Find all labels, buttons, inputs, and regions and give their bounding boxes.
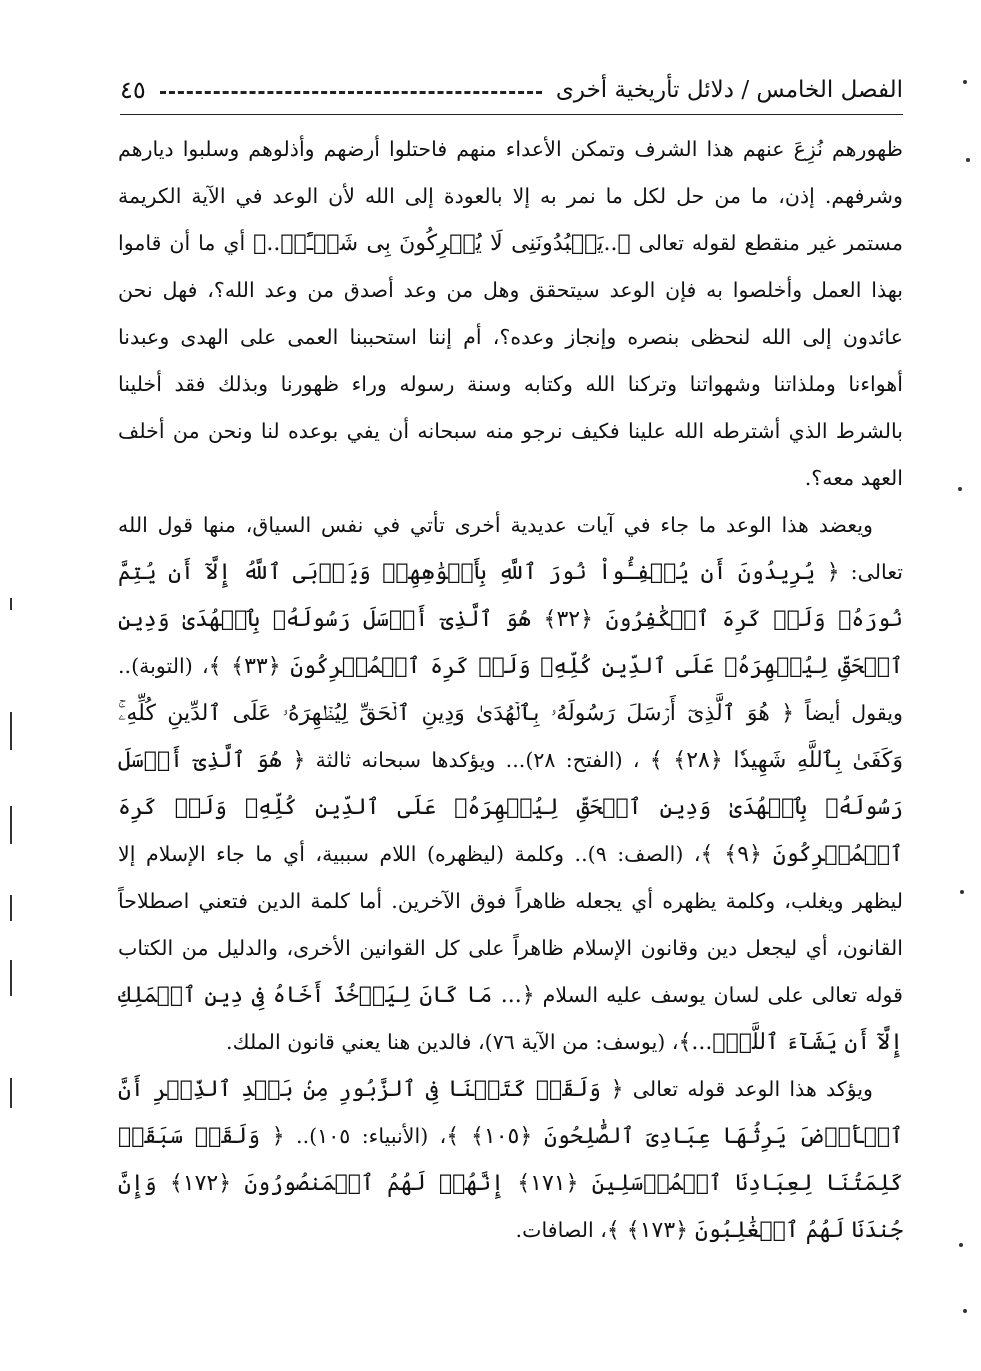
scan-edge-mark <box>10 1078 12 1108</box>
quran-verse: ﴿ يُرِيدُونَ أَن يُطۡفِـُٔواْ نُورَ ٱللَّهِ بِأَفۡوَٰهِهِمۡ وَيَأۡبَى ٱللَّهُ إِلَّآ أَن يُتِمَّ نُورَهُۥ وَلَوۡ كَرِهَ ٱلۡكَٰفِرُونَ ﴿٣٢﴾ هُوَ ٱلَّذِىٓ أَرۡسَلَ رَسُولَهُۥ بِٱلۡهُدَىٰ وَدِينِ ٱلۡحَقِّ لِيُظۡهِرَهُۥ عَلَى ٱلدِّينِ كُلِّهِۦ وَلَوۡ كَرِهَ ٱلۡمُشۡرِكُونَ ﴿٣٣﴾ ﴾ <box>118 560 903 679</box>
quran-verse: ﴿..يَعۡبُدُونَنِى لَا يُشۡرِكُونَ بِى شَيۡـًٔاۚ..﴾ <box>253 231 631 256</box>
scan-speck <box>966 158 970 162</box>
paragraph-text: ، (الصف: ٩).. وكلمة (ليظهره) اللام سببية، أي ما جاء الإسلام إلا ليظهر ويغلب، وكلمة يظهره أي يجعله ظاهراً فوق الآخرين. أما كلمة الدين فتعني اصطلاحاً القانون، أي ليجعل دين وقانون الإسلام ظاهراً على كل القوانين الأخرى، والدليل من الكتاب قوله تعالى على لسان يوسف عليه السلام <box>118 842 903 1007</box>
paragraph-text: ، (الأنبياء: ١٠٥).. <box>284 1124 447 1148</box>
scan-edge-mark <box>10 712 12 750</box>
paragraph-text: ، (يوسف: من الآية ٧٦)، فالدين هنا يعني قانون الملك. <box>226 1030 679 1054</box>
quran-verse: ﴿ وَلَقَدۡ سَبَقَتۡ كَلِمَتُنَا لِعِبَادِنَا ٱلۡمُرۡسَلِينَ ﴿١٧١﴾ إِنَّهُمۡ لَهُمُ ٱلۡمَنصُورُونَ ﴿١٧٢﴾ وَإِنَّ جُندَنَا لَهُمُ ٱلۡغَٰلِبُونَ ﴿١٧٣﴾ ﴾ <box>118 1124 903 1243</box>
scan-speck <box>963 80 967 84</box>
body-text <box>118 126 903 1254</box>
paragraph <box>118 126 903 502</box>
paragraph-text: ظهورهم نُزِعَ عنهم هذا الشرف وتمكن الأعداء منهم فاحتلوا أرضهم وأذلوهم وسلبوا ديارهم وشرفهم. إذن، ما من حل لكل ما نمر به إلا بالعودة إلى الله لأن الوعد في الآية الكريمة مستمر غير منقطع لقوله تعالى <box>118 137 903 255</box>
scan-speck <box>963 1309 967 1313</box>
paragraph-text: ، الصافات. <box>515 1218 607 1242</box>
quran-verse: ﴿ هُوَ ٱلَّذِىٓ أَرۡسَلَ رَسُولَهُۥ بِٱلۡهُدَىٰ وَدِينِ ٱلۡحَقِّ لِيُظۡهِرَهُۥ عَلَى ٱلدِّينِ كُلِّهِۦ وَلَوۡ كَرِهَ ٱلۡمُشۡرِكُونَ ﴿٩﴾ ﴾ <box>118 748 903 867</box>
paragraph-text: ويعضد هذا الوعد ما جاء في آيات عديدية أخرى تأتي في نفس السياق، منها قول الله تعالى: <box>118 513 903 584</box>
paragraph-text: ، (الفتح: ٢٨)... ويؤكدها سبحانه ثالثة <box>305 748 650 772</box>
header-dashed-rule <box>160 91 542 94</box>
chapter-title: الفصل الخامس / دلائل تأريخية أخرى <box>555 77 903 103</box>
scan-edge-mark <box>10 598 12 610</box>
paragraph-text: أي ما أن قاموا بهذا العمل وأخلصوا به فإن الوعد سيتحقق وهل من وعد أصدق من وعد الله؟، فهل نحن عائدون إلى الله لنحظى بنصره وإنجاز وعده؟، أم إننا استحببنا العمى على الهدى وعبدنا أهواءنا وملذاتنا وشهواتنا وتركنا الله وكتابه وسنة رسوله وراء ظهورنا وبذلك فقد أخلينا بالشرط الذي أشترطه الله علينا فكيف نرجو منه سبحانه أن يفي بوعده لنا ونحن من أخلف العهد معه؟. <box>118 231 903 490</box>
paragraph <box>118 1066 903 1254</box>
paragraph <box>118 502 903 1066</box>
scan-speck <box>959 1243 963 1247</box>
running-header <box>120 66 903 115</box>
scan-edge-mark <box>10 960 12 996</box>
quran-verse: ﴿ هُوَ ٱلَّذِىٓ أَرۡسَلَ رَسُولَهُۥ بِٱلۡهُدَىٰ وَدِينِ ٱلۡحَقِّ لِيُظۡهِرَهُۥ عَلَى ٱلدِّينِ كُلِّهِۦۚ وَكَفَىٰ بِٱللَّهِ شَهِيدٗا ﴿٢٨﴾ ﴾ <box>118 701 903 773</box>
scan-speck <box>960 890 964 894</box>
scan-speck <box>958 487 962 491</box>
paragraph-text: ، (التوبة).. ويقول أيضاً <box>118 654 903 725</box>
scan-edge-mark <box>10 895 12 921</box>
scan-edge-mark <box>10 806 12 844</box>
page-number: ٤٥ <box>120 76 146 104</box>
quran-verse: ﴿ وَلَقَدۡ كَتَبۡنَا فِى ٱلزَّبُورِ مِنۢ بَعۡدِ ٱلذِّكۡرِ أَنَّ ٱلۡأَرۡضَ يَرِثُهَا عِبَادِىَ ٱلصَّٰلِحُونَ ﴿١٠٥﴾ ﴾ <box>118 1077 903 1149</box>
paragraph-text: ويؤكد هذا الوعد قوله تعالى <box>623 1077 874 1101</box>
quran-verse: ﴿... مَا كَانَ لِيَأۡخُذَ أَخَاهُ فِى دِينِ ٱلۡمَلِكِ إِلَّآ أَن يَشَآءَ ٱللَّهُۚ...﴾ <box>118 983 903 1055</box>
